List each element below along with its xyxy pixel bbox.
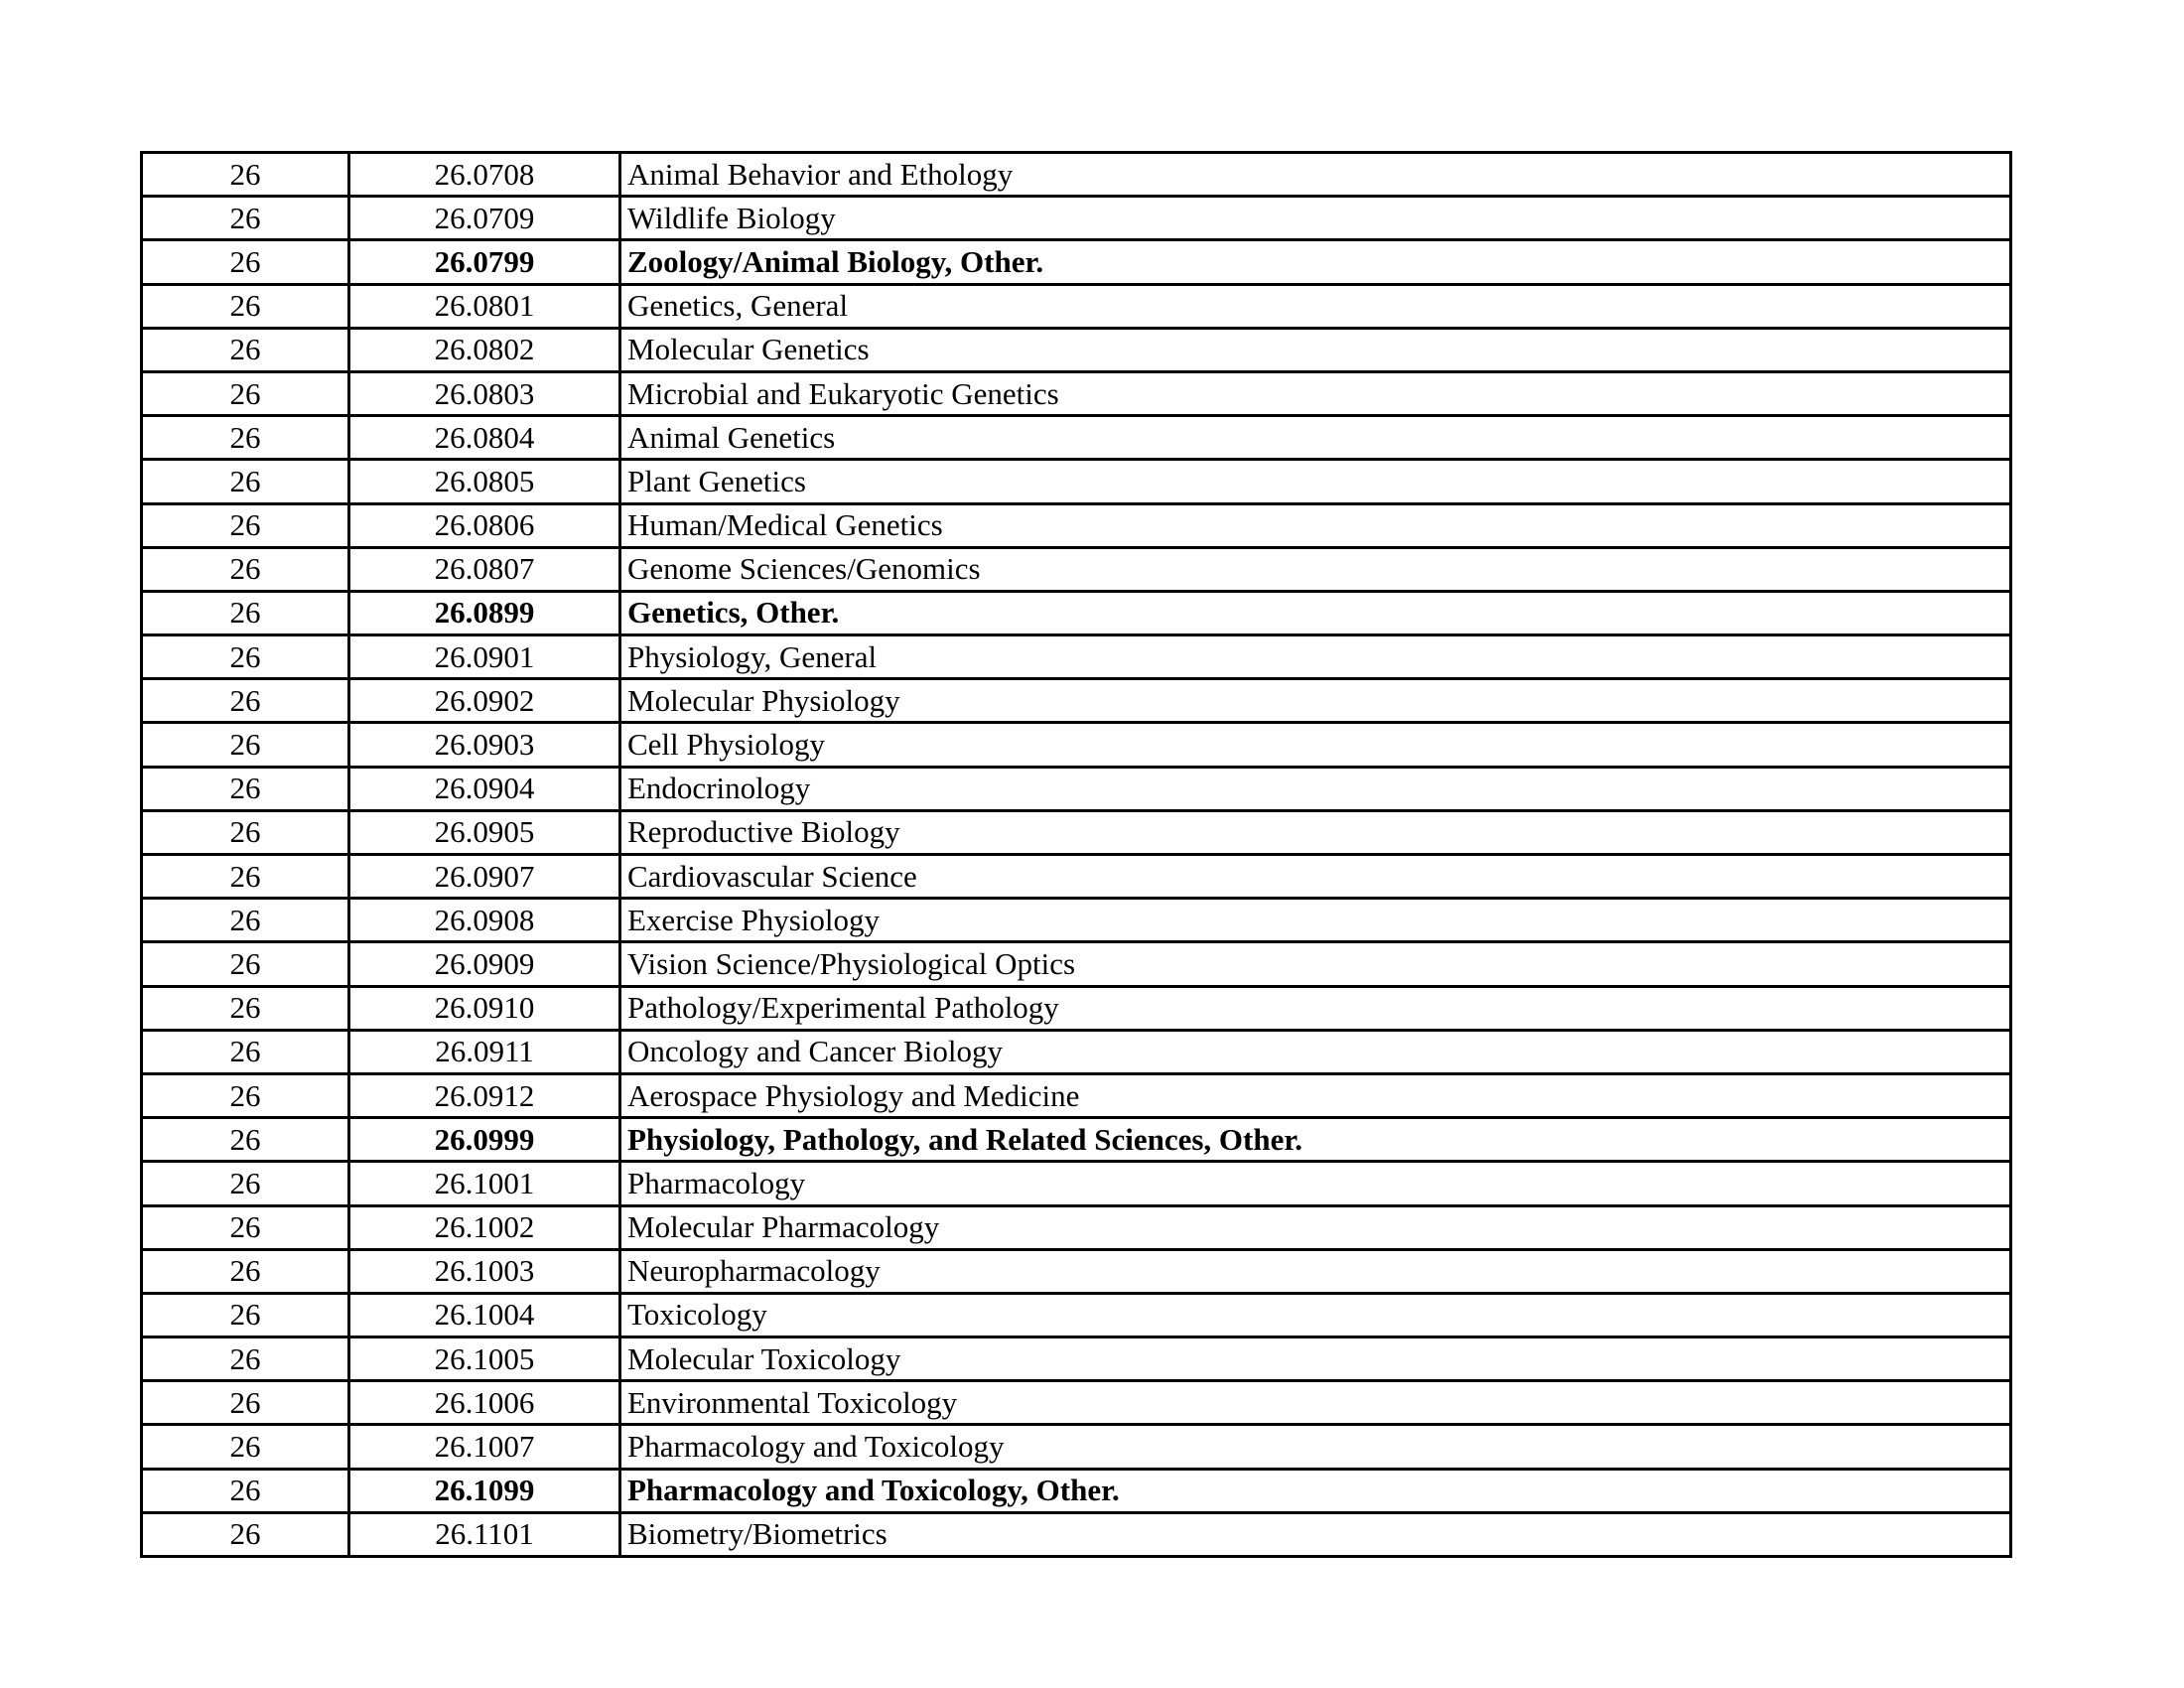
cip-code-cell: 26.0802 [349,328,620,371]
table-row [142,153,2011,197]
cip-code-cell: 26.1007 [349,1425,620,1469]
program-title-cell: Plant Genetics [620,460,2011,503]
cip-code-cell: 26.0902 [349,679,620,723]
table-row [142,1205,2011,1249]
table-row [142,942,2011,986]
family-code-cell: 26 [142,635,349,679]
cip-code-cell: 26.0909 [349,942,620,986]
program-title-cell: Molecular Genetics [620,328,2011,371]
table-row [142,767,2011,810]
family-code-cell: 26 [142,767,349,810]
cip-code-cell: 26.1099 [349,1469,620,1512]
table-row [142,899,2011,942]
program-title-cell: Vision Science/Physiological Optics [620,942,2011,986]
family-code-cell: 26 [142,1469,349,1512]
program-title-cell: Molecular Pharmacology [620,1205,2011,1249]
family-code-cell: 26 [142,153,349,197]
family-code-cell: 26 [142,240,349,284]
family-code-cell: 26 [142,328,349,371]
family-code-cell: 26 [142,986,349,1030]
program-title-cell: Biometry/Biometrics [620,1512,2011,1556]
program-title-cell: Zoology/Animal Biology, Other. [620,240,2011,284]
cip-table-body [142,153,2011,1557]
family-code-cell: 26 [142,416,349,460]
cip-code-cell: 26.0901 [349,635,620,679]
table-row [142,240,2011,284]
table-row [142,591,2011,634]
family-code-cell: 26 [142,1293,349,1336]
program-title-cell: Genetics, Other. [620,591,2011,634]
cip-code-cell: 26.0910 [349,986,620,1030]
table-row [142,1337,2011,1381]
table-row [142,197,2011,240]
table-row [142,810,2011,854]
cip-code-cell: 26.0908 [349,899,620,942]
cip-code-cell: 26.1002 [349,1205,620,1249]
table-row [142,1293,2011,1336]
table-row [142,635,2011,679]
program-title-cell: Cell Physiology [620,723,2011,767]
family-code-cell: 26 [142,855,349,899]
family-code-cell: 26 [142,460,349,503]
cip-code-cell: 26.0903 [349,723,620,767]
table-row [142,284,2011,328]
cip-code-cell: 26.0907 [349,855,620,899]
table-row [142,986,2011,1030]
table-row [142,1118,2011,1162]
cip-code-cell: 26.0912 [349,1073,620,1117]
cip-code-cell: 26.1004 [349,1293,620,1336]
family-code-cell: 26 [142,197,349,240]
family-code-cell: 26 [142,1249,349,1293]
program-title-cell: Molecular Toxicology [620,1337,2011,1381]
table-row [142,503,2011,547]
program-title-cell: Molecular Physiology [620,679,2011,723]
table-row [142,328,2011,371]
family-code-cell: 26 [142,1030,349,1073]
family-code-cell: 26 [142,1337,349,1381]
cip-code-cell: 26.1101 [349,1512,620,1556]
table-row [142,1469,2011,1512]
family-code-cell: 26 [142,1425,349,1469]
cip-code-cell: 26.0805 [349,460,620,503]
program-title-cell: Pharmacology and Toxicology [620,1425,2011,1469]
cip-code-cell: 26.1001 [349,1162,620,1205]
family-code-cell: 26 [142,723,349,767]
family-code-cell: 26 [142,591,349,634]
program-title-cell: Human/Medical Genetics [620,503,2011,547]
cip-code-cell: 26.0899 [349,591,620,634]
cip-code-cell: 26.0904 [349,767,620,810]
cip-code-cell: 26.1005 [349,1337,620,1381]
program-title-cell: Pharmacology [620,1162,2011,1205]
family-code-cell: 26 [142,942,349,986]
family-code-cell: 26 [142,899,349,942]
program-title-cell: Physiology, Pathology, and Related Sciences, Other. [620,1118,2011,1162]
family-code-cell: 26 [142,284,349,328]
family-code-cell: 26 [142,1162,349,1205]
cip-code-cell: 26.0709 [349,197,620,240]
family-code-cell: 26 [142,371,349,415]
program-title-cell: Animal Genetics [620,416,2011,460]
cip-code-cell: 26.0804 [349,416,620,460]
program-title-cell: Exercise Physiology [620,899,2011,942]
program-title-cell: Environmental Toxicology [620,1381,2011,1425]
cip-code-cell: 26.0807 [349,547,620,591]
table-row [142,1425,2011,1469]
cip-code-cell: 26.0911 [349,1030,620,1073]
family-code-cell: 26 [142,1118,349,1162]
cip-code-table [140,151,2012,1558]
table-row [142,416,2011,460]
table-row [142,1512,2011,1556]
program-title-cell: Cardiovascular Science [620,855,2011,899]
table-row [142,1073,2011,1117]
program-title-cell: Physiology, General [620,635,2011,679]
family-code-cell: 26 [142,503,349,547]
table-row [142,371,2011,415]
cip-code-cell: 26.0708 [349,153,620,197]
table-row [142,1381,2011,1425]
family-code-cell: 26 [142,679,349,723]
table-row [142,460,2011,503]
family-code-cell: 26 [142,1381,349,1425]
cip-code-cell: 26.0806 [349,503,620,547]
program-title-cell: Reproductive Biology [620,810,2011,854]
program-title-cell: Toxicology [620,1293,2011,1336]
program-title-cell: Pharmacology and Toxicology, Other. [620,1469,2011,1512]
program-title-cell: Wildlife Biology [620,197,2011,240]
cip-code-cell: 26.0905 [349,810,620,854]
cip-code-cell: 26.0999 [349,1118,620,1162]
cip-code-cell: 26.0801 [349,284,620,328]
cip-code-cell: 26.0803 [349,371,620,415]
family-code-cell: 26 [142,1205,349,1249]
family-code-cell: 26 [142,810,349,854]
family-code-cell: 26 [142,547,349,591]
program-title-cell: Oncology and Cancer Biology [620,1030,2011,1073]
table-row [142,1162,2011,1205]
program-title-cell: Genetics, General [620,284,2011,328]
program-title-cell: Pathology/Experimental Pathology [620,986,2011,1030]
program-title-cell: Endocrinology [620,767,2011,810]
cip-code-cell: 26.0799 [349,240,620,284]
cip-code-cell: 26.1003 [349,1249,620,1293]
program-title-cell: Neuropharmacology [620,1249,2011,1293]
table-row [142,547,2011,591]
program-title-cell: Aerospace Physiology and Medicine [620,1073,2011,1117]
table-row [142,1249,2011,1293]
program-title-cell: Animal Behavior and Ethology [620,153,2011,197]
table-row [142,723,2011,767]
program-title-cell: Microbial and Eukaryotic Genetics [620,371,2011,415]
program-title-cell: Genome Sciences/Genomics [620,547,2011,591]
cip-code-cell: 26.1006 [349,1381,620,1425]
table-row [142,1030,2011,1073]
table-row [142,679,2011,723]
family-code-cell: 26 [142,1073,349,1117]
table-row [142,855,2011,899]
family-code-cell: 26 [142,1512,349,1556]
